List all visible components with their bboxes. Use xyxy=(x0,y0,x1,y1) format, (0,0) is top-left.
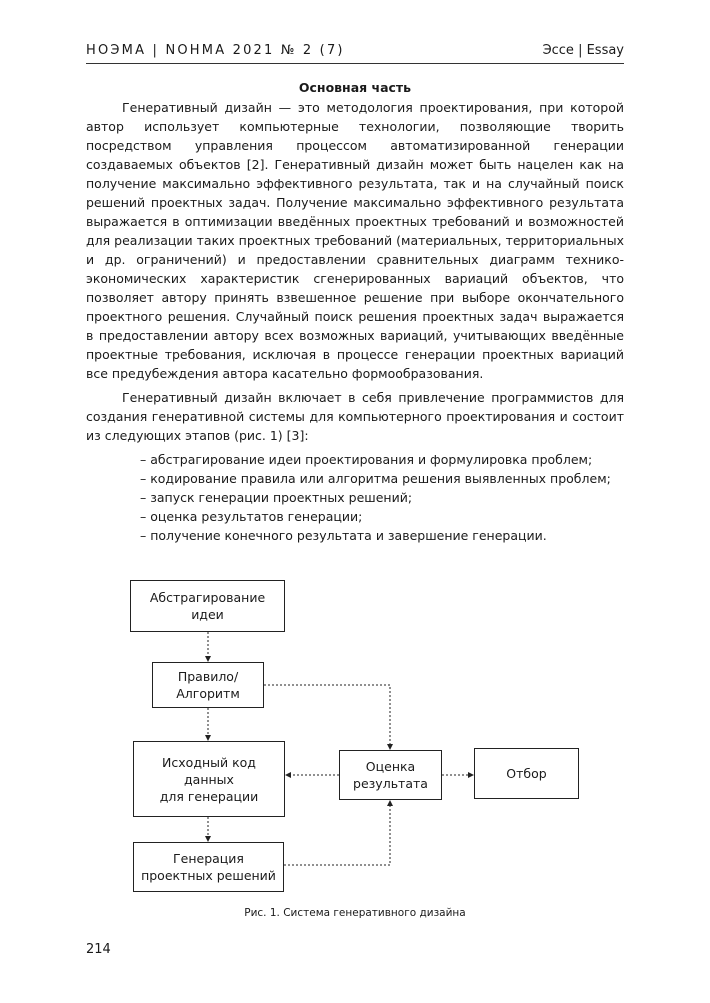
list-item: – абстрагирование идеи проектирования и формулировка проблем; xyxy=(140,450,624,469)
stages-list xyxy=(86,450,624,545)
rule-algorithm-box: Правило/ Алгоритм xyxy=(152,662,264,708)
source-code-box: Исходный код данных для генерации xyxy=(133,741,285,817)
figure-caption: Рис. 1. Система генеративного дизайна xyxy=(244,907,466,919)
generation-box: Генерация проектных решений xyxy=(133,842,284,892)
selection-box: Отбор xyxy=(474,748,579,799)
section-heading: Основная часть xyxy=(298,80,412,95)
connector-rule-to-evaluation xyxy=(264,685,390,749)
journal-header: НОЭМА | NOHMA 2021 № 2 (7) xyxy=(86,43,345,58)
list-item: – оценка результатов генерации; xyxy=(140,507,624,526)
connector-generation-to-evaluation xyxy=(284,801,390,865)
list-item: – запуск генерации проектных решений; xyxy=(140,488,624,507)
evaluation-box: Оценка результата xyxy=(339,750,442,800)
page-number: 214 xyxy=(86,942,111,957)
abstraction-box: Абстрагирование идеи xyxy=(130,580,285,632)
list-item: – получение конечного результата и завершение генерации. xyxy=(140,526,624,545)
list-item: – кодирование правила или алгоритма решения выявленных проблем; xyxy=(140,469,624,488)
paragraph: Генеративный дизайн включает в себя привлечение программистов для создания генеративной системы для компьютерного проектирования и состоит из следующих этапов (рис. 1) [3]: xyxy=(86,390,624,443)
header-divider xyxy=(86,63,624,64)
body-text xyxy=(86,98,624,545)
section-header: Эссе | Essay xyxy=(542,43,624,58)
paragraph: Генеративный дизайн — это методология проектирования, при которой автор использует компьютерные технологии, позволяющие творить посредством управления процессом автоматизированной генерации создаваемых объектов [2]. Генеративный дизайн может быть нацелен как на получение максимально эффективного результата, так и на случайный поиск решений проектных задач. Получение максимально эффективного результата выражается в оптимизации введённых проектных требований и возможностей для реализации таких проектных требований (материальных, территориальных и др. ограничений) и предоставлении сравнительных диаграмм технико-экономических характеристик сгенерированных вариаций объектов, что позволяет автору принять взвешенное решение при выборе окончательного проектного решения. Случайный поиск решения проектных задач выражается в предоставлении автору всех возможных вариаций, учитывающих введённые проектные требования, исключая в процессе генерации проектных вариаций все предубеждения автора касательно формообразования. xyxy=(86,100,624,381)
